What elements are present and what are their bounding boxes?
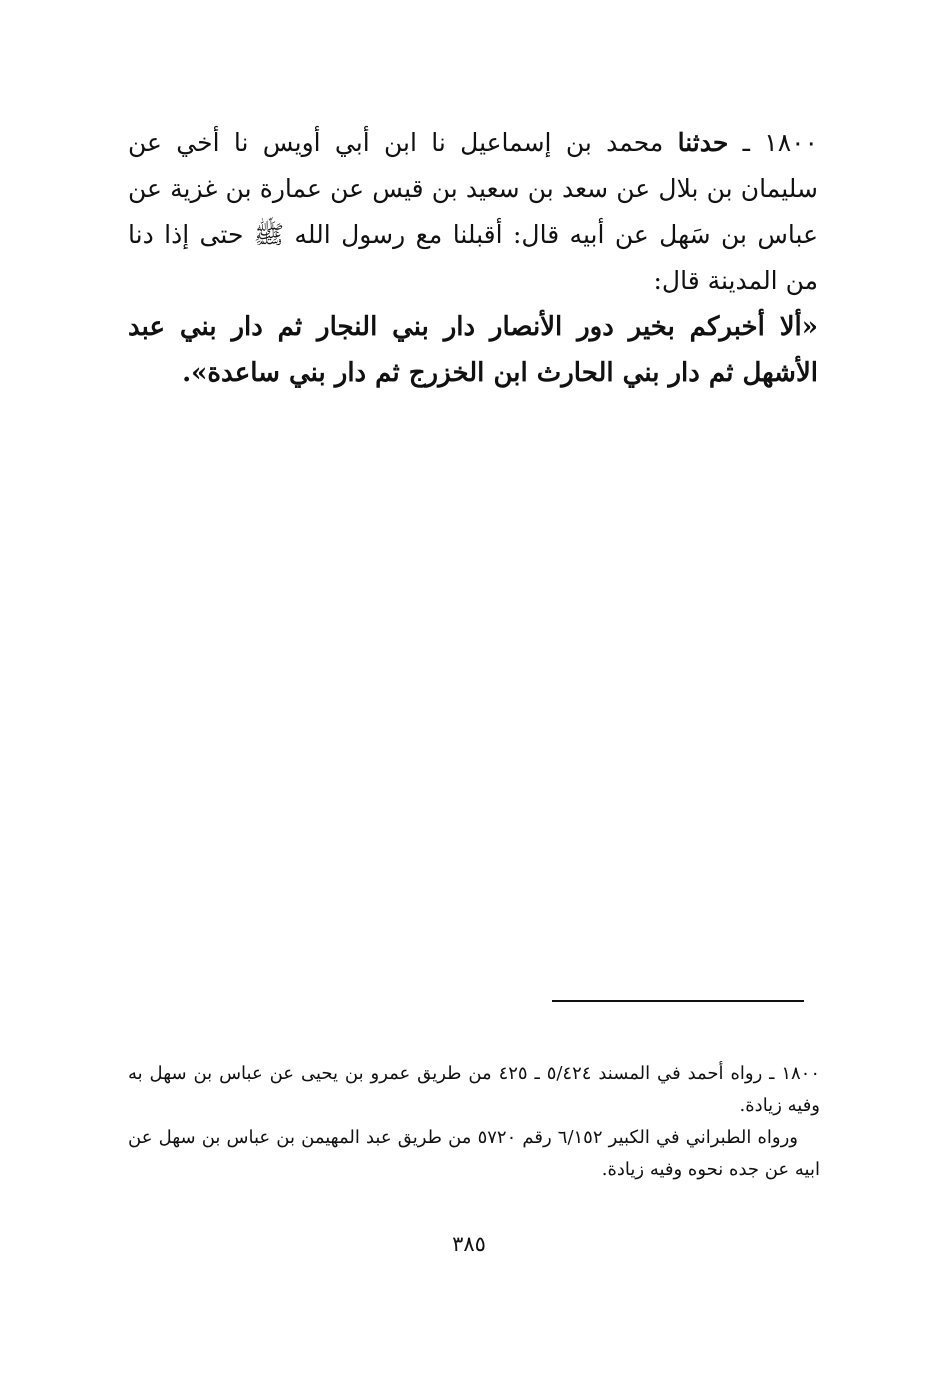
footnote-first: ١٨٠٠ ـ رواه أحمد في المسند ٥/٤٢٤ ـ ٤٢٥ من طريق عمرو بن يحيى عن عباس بن سهل به وفيه زيادة. [128,1063,821,1116]
hadith-number: ١٨٠٠ ـ [742,128,818,157]
hadith-body [128,120,818,396]
hadith-isnad: محمد بن إسماعيل نا ابن أبي أويس نا أخي عن سليمان بن بلال عن سعد بن سعيد بن قيس عن عمارة بن غزية عن عباس بن سَهل عن أبيه قال: أقبلنا مع رسول الله ﷺ حتى إذا دنا من المدينة قال: [128,128,818,295]
hadith-paragraph [128,120,818,304]
footnote-separator [552,1000,804,1002]
haddathana-word: حدثنا [677,128,729,157]
hadith-matn: «ألا أخبركم بخير دور الأنصار دار بني النجار ثم دار بني عبد الأشهل ثم دار بني الحارث ابن الخزرج ثم دار بني ساعدة». [128,312,818,388]
footnote-second: ورواه الطبراني في الكبير ٦/١٥٢ رقم ٥٧٢٠ من طريق عبد المهيمن بن عباس بن سهل عن ابيه عن جده نحوه وفيه زيادة. [128,1127,820,1180]
footnotes [128,1058,820,1186]
page-number: ٣٨٥ [452,1232,486,1256]
